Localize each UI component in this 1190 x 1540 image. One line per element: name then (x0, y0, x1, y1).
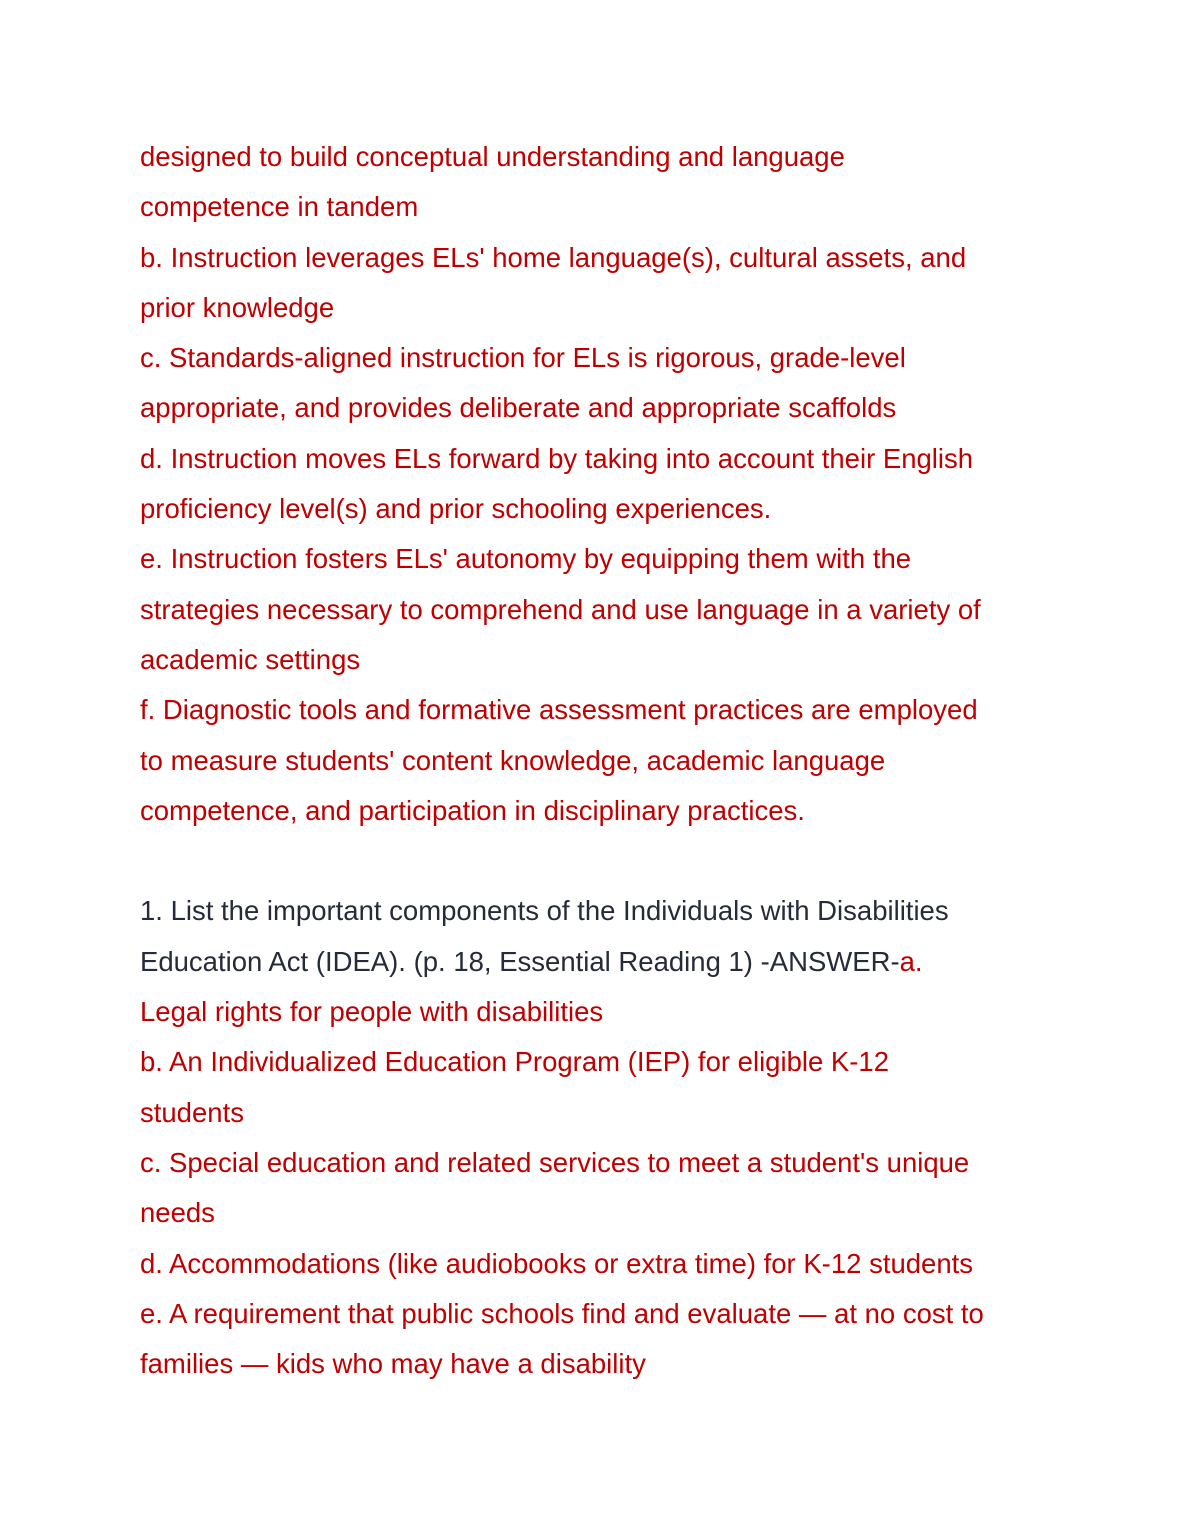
answer-line: competence, and participation in disciplinary practices. (140, 794, 805, 826)
answer-line: strategies necessary to comprehend and use language in a variety of (140, 593, 981, 625)
answer-start: a. (899, 945, 923, 977)
answer-line: competence in tandem (140, 191, 419, 223)
answer-line: proficiency level(s) and prior schooling experiences. (140, 493, 772, 525)
question-text: Education Act (IDEA). (p. 18, Essential Reading 1) -ANSWER- (140, 945, 900, 977)
answer-line: academic settings (140, 643, 361, 675)
answer-line: Legal rights for people with disabilities (140, 996, 604, 1028)
question-answer-line (140, 937, 1060, 987)
answer-line: b. Instruction leverages ELs' home language(s), cultural assets, and (140, 241, 967, 273)
paragraph-gap (140, 836, 1060, 886)
answer-block-el-instruction (140, 132, 1060, 836)
answer-line: appropriate, and provides deliberate and appropriate scaffolds (140, 392, 897, 424)
answer-line: c. Standards-aligned instruction for ELs is rigorous, grade-level (140, 342, 906, 374)
document-page (140, 132, 1060, 1389)
answer-line: e. A requirement that public schools find and evaluate — at no cost to (140, 1297, 984, 1329)
answer-line: e. Instruction fosters ELs' autonomy by equipping them with the (140, 543, 912, 575)
answer-line: d. Instruction moves ELs forward by taking into account their English (140, 442, 974, 474)
answer-line: c. Special education and related services to meet a student's unique (140, 1146, 970, 1178)
answer-line: designed to build conceptual understanding and language (140, 141, 845, 172)
answer-line: students (140, 1096, 244, 1128)
answer-line: needs (140, 1197, 215, 1229)
question-block-idea (140, 886, 1060, 1389)
answer-line: f. Diagnostic tools and formative assessment practices are employed (140, 694, 978, 726)
answer-line: b. An Individualized Education Program (IEP) for eligible K-12 (140, 1046, 890, 1078)
answer-line: families — kids who may have a disability (140, 1348, 646, 1380)
answer-line: d. Accommodations (like audiobooks or extra time) for K-12 students (140, 1247, 974, 1279)
answer-line: to measure students' content knowledge, academic language (140, 744, 886, 776)
question-line: 1. List the important components of the Individuals with Disabilities (140, 895, 949, 927)
answer-line: prior knowledge (140, 291, 335, 323)
